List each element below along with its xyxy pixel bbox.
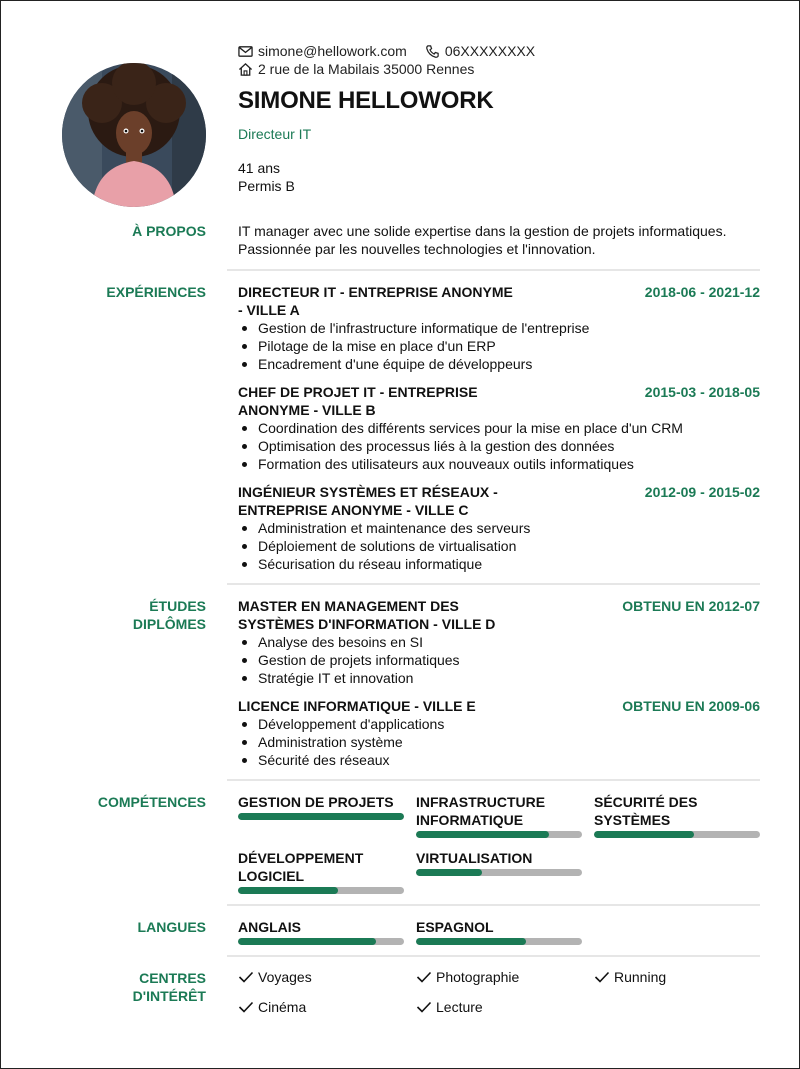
personal-meta bbox=[238, 159, 295, 195]
interest-label: Lecture bbox=[436, 999, 483, 1015]
interest-label: Cinéma bbox=[258, 999, 307, 1015]
section-label-line: CENTRES bbox=[139, 970, 206, 986]
section-label-experiences: EXPÉRIENCES bbox=[106, 284, 206, 300]
section-label-line: D'INTÉRÊT bbox=[132, 988, 206, 1004]
address-item bbox=[238, 61, 474, 77]
bullet-item: Sécurité des réseaux bbox=[238, 751, 760, 769]
skill-bar bbox=[594, 831, 760, 838]
separator bbox=[227, 955, 760, 957]
contact-info bbox=[238, 42, 553, 78]
experience-entry bbox=[238, 283, 760, 373]
language-bar bbox=[238, 938, 404, 945]
email-text: simone@hellowork.com bbox=[258, 43, 407, 59]
phone-item[interactable] bbox=[425, 43, 535, 59]
person-name: SIMONE HELLOWORK bbox=[238, 87, 494, 114]
bullet-item: Analyse des besoins en SI bbox=[238, 633, 760, 651]
section-label-about: À PROPOS bbox=[132, 223, 206, 239]
bullet-item: Pilotage de la mise en place d'un ERP bbox=[238, 337, 760, 355]
experience-entry bbox=[238, 483, 760, 573]
bullet-item: Encadrement d'une équipe de développeurs bbox=[238, 355, 760, 373]
driving-license: Permis B bbox=[238, 178, 295, 194]
skill-name: INFRASTRUCTURE INFORMATIQUE bbox=[416, 794, 546, 828]
language-item bbox=[238, 918, 404, 945]
skill-bar bbox=[238, 813, 404, 820]
skill-item bbox=[416, 849, 582, 876]
check-icon bbox=[416, 970, 432, 984]
bullet-item: Formation des utilisateurs aux nouveaux outils informatiques bbox=[238, 455, 760, 473]
separator bbox=[227, 269, 760, 271]
education-entry bbox=[238, 697, 760, 769]
experience-date: 2012-09 - 2015-02 bbox=[644, 484, 760, 500]
education-bullets bbox=[238, 633, 760, 687]
skill-bar bbox=[238, 887, 404, 894]
skill-item bbox=[416, 793, 582, 838]
interest-item bbox=[416, 999, 483, 1015]
interest-item bbox=[238, 969, 312, 985]
skill-name: GESTION DE PROJETS bbox=[238, 794, 394, 810]
separator bbox=[227, 583, 760, 585]
interest-label: Voyages bbox=[258, 969, 312, 985]
education-title: MASTER EN MANAGEMENT DES SYSTÈMES D'INFORMATION - VILLE D bbox=[238, 598, 496, 632]
skill-item bbox=[238, 793, 404, 820]
bullet-item: Sécurisation du réseau informatique bbox=[238, 555, 760, 573]
skill-bar bbox=[416, 869, 582, 876]
experience-bullets bbox=[238, 519, 760, 573]
interest-item bbox=[594, 969, 666, 985]
bullet-item: Administration et maintenance des serveurs bbox=[238, 519, 760, 537]
education-entry bbox=[238, 597, 760, 687]
job-title: Directeur IT bbox=[238, 126, 312, 142]
bullet-item: Administration système bbox=[238, 733, 760, 751]
skill-name: SÉCURITÉ DES SYSTÈMES bbox=[594, 794, 698, 828]
check-icon bbox=[238, 970, 254, 984]
interest-label: Running bbox=[614, 969, 667, 985]
age: 41 ans bbox=[238, 160, 281, 176]
section-label-interests bbox=[31, 969, 206, 1005]
experience-bullets bbox=[238, 319, 760, 373]
education-bullets bbox=[238, 715, 760, 769]
language-name: ANGLAIS bbox=[238, 919, 301, 935]
bullet-item: Gestion de l'infrastructure informatique de l'entreprise bbox=[238, 319, 760, 337]
skill-name: DÉVELOPPEMENT LOGICIEL bbox=[238, 850, 364, 884]
bullet-item: Optimisation des processus liés à la gestion des données bbox=[238, 437, 760, 455]
skill-bar-fill bbox=[594, 831, 694, 838]
language-item bbox=[416, 918, 582, 945]
experience-date: 2015-03 - 2018-05 bbox=[644, 384, 760, 400]
check-icon bbox=[594, 970, 610, 984]
interest-item bbox=[238, 999, 306, 1015]
check-icon bbox=[238, 1000, 254, 1014]
experience-date: 2018-06 - 2021-12 bbox=[644, 284, 760, 300]
experience-title: CHEF DE PROJET IT - ENTREPRISE ANONYME - VILLE B bbox=[238, 384, 478, 418]
section-label-education bbox=[31, 597, 206, 633]
experience-title: DIRECTEUR IT - ENTREPRISE ANONYME - VILLE A bbox=[238, 284, 513, 318]
section-label-line: DIPLÔMES bbox=[132, 616, 206, 632]
language-bar-fill bbox=[416, 938, 526, 945]
skill-bar-fill bbox=[238, 887, 338, 894]
bullet-item: Coordination des différents services pour la mise en place d'un CRM bbox=[238, 419, 760, 437]
skill-name: VIRTUALISATION bbox=[416, 850, 533, 866]
separator bbox=[227, 904, 760, 906]
separator bbox=[227, 779, 760, 781]
skill-bar-fill bbox=[416, 869, 482, 876]
address-text: 2 rue de la Mabilais 35000 Rennes bbox=[258, 61, 475, 77]
skill-bar-fill bbox=[416, 831, 549, 838]
interest-label: Photographie bbox=[436, 969, 520, 985]
bullet-item: Développement d'applications bbox=[238, 715, 760, 733]
check-icon bbox=[416, 1000, 432, 1014]
phone-text: 06XXXXXXXX bbox=[444, 43, 536, 59]
mail-icon bbox=[238, 44, 253, 59]
section-label-languages: LANGUES bbox=[137, 919, 206, 935]
bullet-item: Déploiement de solutions de virtualisation bbox=[238, 537, 760, 555]
bullet-item: Stratégie IT et innovation bbox=[238, 669, 760, 687]
skill-bar bbox=[416, 831, 582, 838]
education-title: LICENCE INFORMATIQUE - VILLE E bbox=[238, 698, 476, 714]
education-date: OBTENU EN 2012-07 bbox=[622, 598, 760, 614]
language-bar bbox=[416, 938, 582, 945]
section-label-skills: COMPÉTENCES bbox=[97, 794, 206, 810]
profile-photo bbox=[62, 63, 206, 207]
interest-item bbox=[416, 969, 519, 985]
phone-icon bbox=[425, 44, 440, 59]
section-label-line: ÉTUDES bbox=[149, 598, 206, 614]
about-line-2: Passionnée par les nouvelles technologies et l'innovation. bbox=[238, 241, 596, 257]
skill-bar-fill bbox=[238, 813, 404, 820]
language-bar-fill bbox=[238, 938, 376, 945]
about-text bbox=[238, 222, 763, 258]
avatar bbox=[62, 63, 206, 207]
language-name: ESPAGNOL bbox=[416, 919, 494, 935]
about-line-1: IT manager avec une solide expertise dans la gestion de projets informatiques. bbox=[238, 223, 727, 239]
experience-bullets bbox=[238, 419, 760, 473]
skill-item bbox=[594, 793, 760, 838]
bullet-item: Gestion de projets informatiques bbox=[238, 651, 760, 669]
education-date: OBTENU EN 2009-06 bbox=[622, 698, 760, 714]
skill-item bbox=[238, 849, 404, 894]
email-item[interactable] bbox=[238, 43, 407, 59]
experience-entry bbox=[238, 383, 760, 473]
home-icon bbox=[238, 62, 253, 77]
experience-title: INGÉNIEUR SYSTÈMES ET RÉSEAUX - ENTREPRISE ANONYME - VILLE C bbox=[238, 484, 498, 518]
